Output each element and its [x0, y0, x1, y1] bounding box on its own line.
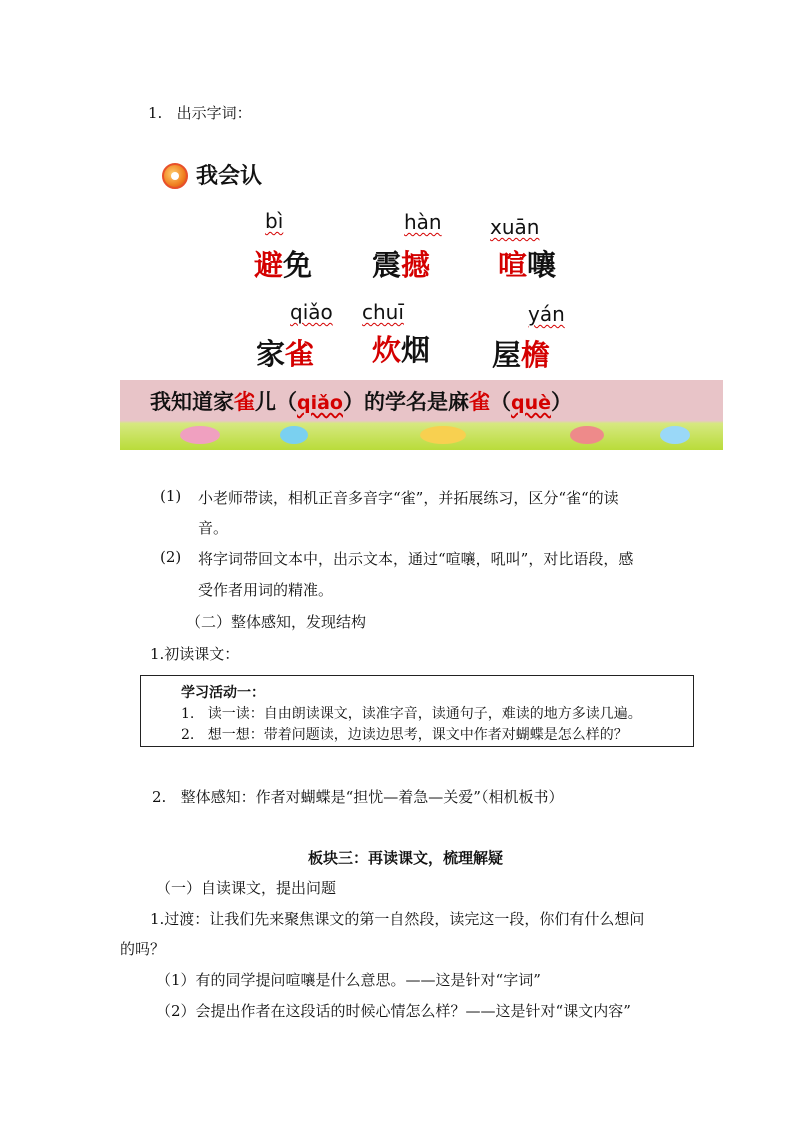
- char-black: 嚷: [527, 248, 557, 282]
- banner-text: （: [490, 389, 511, 414]
- char-black: 免: [283, 248, 313, 282]
- banner-text: 儿（: [255, 389, 297, 414]
- note-2-line-1: 将字词带回文本中，出示文本，通过“喧嚷，吼叫”，对比语段，感: [198, 550, 634, 568]
- note-2-label: (2): [160, 548, 182, 566]
- knowledge-banner: [120, 380, 723, 450]
- activity-item-2: [181, 724, 628, 744]
- step-1-number: 1.: [148, 104, 163, 122]
- activity-box: [140, 675, 694, 747]
- item-text: 读一读：自由朗读课文，读准字音，读通句子，难读的地方多读几遍。: [207, 706, 642, 722]
- pinyin-yan: yán: [528, 302, 565, 326]
- char-red: 炊: [372, 333, 402, 367]
- pinyin-chui: chuī: [362, 300, 404, 324]
- banner-red-char: 雀: [469, 389, 490, 414]
- banner-sentence: [150, 386, 572, 416]
- item-text: 想一想：带着问题读，边读边思考，课文中作者对蝴蝶是怎么样的？: [207, 727, 628, 743]
- question-1: （1）有的同学提问喧嚷是什么意思。——这是针对“字词”: [156, 971, 541, 989]
- item-number: 1.: [181, 706, 195, 722]
- section-2-title: （二）整体感知，发现结构: [186, 613, 367, 631]
- banner-text: ）: [551, 389, 573, 414]
- note-1-line-1: 小老师带读，相机正音多音字“雀”，并拓展练习，区分“雀“的读: [198, 489, 619, 507]
- word-zhenhan: [372, 243, 430, 284]
- decoration: [280, 426, 308, 444]
- char-red: 檐: [521, 338, 551, 372]
- decoration: [420, 426, 466, 444]
- banner-pinyin: qiǎo: [297, 392, 343, 414]
- transition-line-1: 1.过渡：让我们先来聚焦课文的第一自然段，读完这一段，你们有什么想问: [150, 910, 645, 928]
- step-1-text: 出示字词：: [176, 104, 252, 122]
- word-wuyan: [492, 333, 550, 374]
- char-red: 雀: [285, 337, 315, 371]
- perception-text: 整体感知：作者对蝴蝶是“担忧—着急—关爱”（相机板书）: [180, 788, 564, 806]
- char-red: 喧: [498, 248, 528, 282]
- word-xuanrang: [498, 243, 556, 284]
- activity-title: 学习活动一：: [181, 685, 265, 701]
- decoration: [660, 426, 690, 444]
- question-2: （2）会提出作者在这段话的时候心情怎么样？——这是针对“课文内容”: [156, 1002, 631, 1020]
- char-black: 烟: [401, 333, 431, 367]
- char-black: 屋: [492, 338, 522, 372]
- note-1-line-2: 音。: [198, 519, 229, 537]
- pinyin-bi: bì: [265, 209, 284, 233]
- banner-text: 我知道家: [150, 389, 234, 414]
- read-1: 1.初读课文：: [150, 645, 240, 663]
- subsection-1: （一）自读课文，提出问题: [156, 879, 337, 897]
- char-black: 家: [256, 337, 286, 371]
- card-title: 我会认: [196, 163, 263, 189]
- word-bimian: [254, 243, 312, 284]
- learning-icon: [162, 163, 188, 189]
- banner-red-char: 雀: [234, 389, 255, 414]
- block-3-title: 板块三：再读课文，梳理解疑: [308, 849, 504, 867]
- char-red: 避: [254, 248, 284, 282]
- activity-item-1: [181, 703, 642, 723]
- step-1: [148, 102, 252, 123]
- pinyin-qiao: qiǎo: [290, 300, 333, 324]
- decoration: [180, 426, 220, 444]
- perception-number: 2.: [152, 788, 167, 806]
- note-1-label: (1): [160, 487, 182, 505]
- note-2-line-2: 受作者用词的精准。: [198, 581, 334, 599]
- perception: [152, 786, 563, 807]
- word-chuiyan: [372, 328, 430, 369]
- transition-line-2: 的吗？: [120, 940, 166, 958]
- pinyin-xuan: xuān: [490, 215, 540, 239]
- word-jiaque: [256, 332, 314, 373]
- pinyin-han: hàn: [404, 210, 442, 234]
- banner-text: ）的学名是麻: [343, 389, 469, 414]
- char-black: 震: [372, 248, 402, 282]
- banner-pinyin: què: [511, 392, 552, 414]
- item-number: 2.: [181, 727, 195, 743]
- char-red: 撼: [401, 248, 431, 282]
- decoration: [570, 426, 604, 444]
